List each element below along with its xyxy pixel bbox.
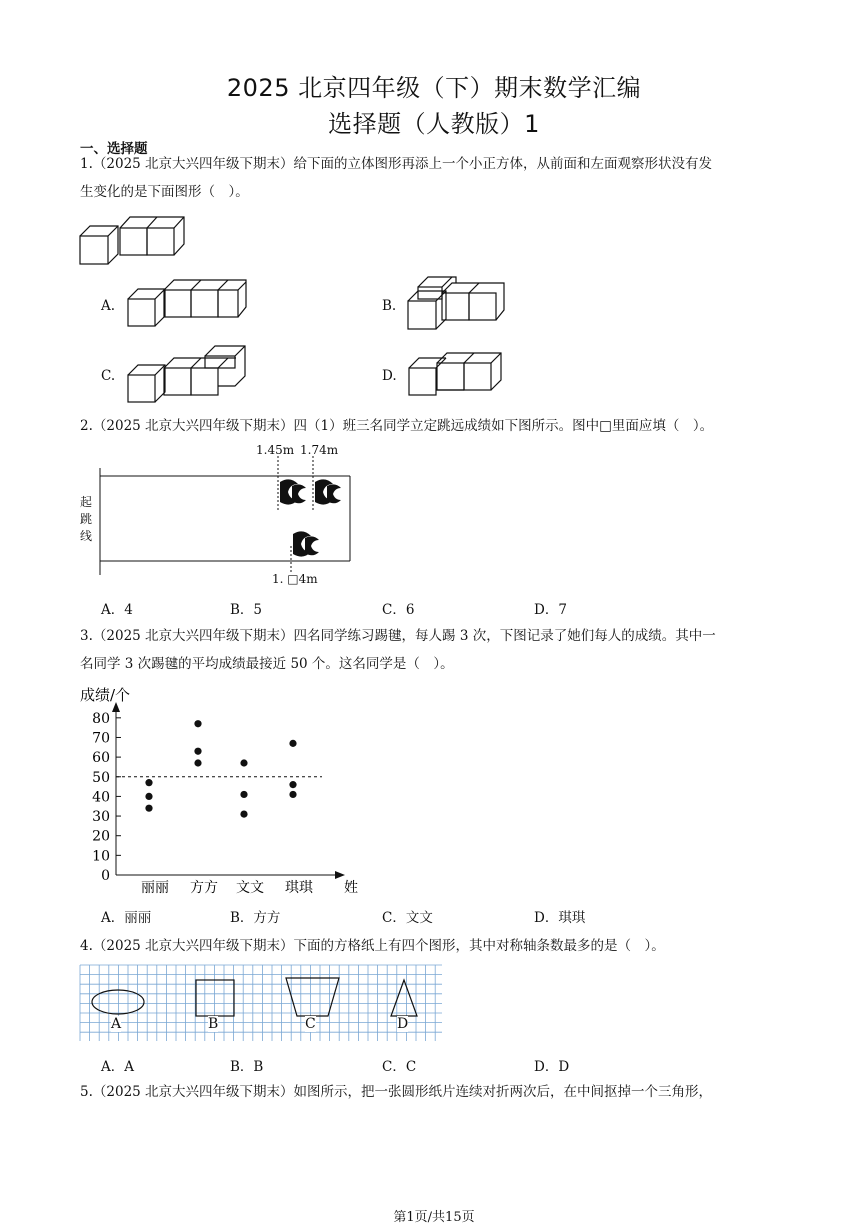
x-axis-label: 姓 bbox=[344, 880, 358, 896]
trapezoid-shape bbox=[286, 978, 339, 1016]
page-title: 2025 北京四年级（下）期末数学汇编 bbox=[226, 74, 642, 102]
y-axis-label: 成绩/个 bbox=[80, 686, 131, 704]
q3-option-c[interactable]: C．文文 bbox=[382, 910, 433, 926]
question-source: （2025 北京大兴四年级下期末） bbox=[92, 156, 294, 172]
q3-option-b[interactable]: B．方方 bbox=[230, 910, 281, 926]
question-number: 4. bbox=[80, 938, 93, 954]
y-tick-label: 10 bbox=[92, 848, 110, 865]
question-source: （2025 北京大兴四年级下期末） bbox=[92, 628, 294, 644]
label-1.74m: 1.74m bbox=[300, 443, 339, 457]
question-1-text: 1.（2025 北京大兴四年级下期末）给下面的立体图形再添上一个小正方体，从前面和左面观察形状没有发 生变化的是下面图形（ ）。 bbox=[80, 156, 713, 200]
y-tick-label: 30 bbox=[92, 809, 110, 826]
figure-label-c: C bbox=[305, 1016, 316, 1032]
category-label: 方方 bbox=[190, 880, 218, 896]
question-3-text: 3.（2025 北京大兴四年级下期末）四名同学练习踢毽，每人踢 3 次，下图记录了她们每人的成绩。其中一 名同学 3 次踢毽的平均成绩最接近 50 个。这名同学是（ ）。 bbox=[80, 628, 716, 672]
category-label: 文文 bbox=[236, 880, 264, 896]
question-5-text: 5.（2025 北京大兴四年级下期末）如图所示，把一张圆形纸片连续对折两次后，在中间抠掉一个三角形， bbox=[80, 1084, 713, 1100]
start-line-label: 起 跳 线 bbox=[80, 495, 93, 543]
label-1-box-4m: 1. □4m bbox=[272, 572, 318, 586]
q3-option-d[interactable]: D．琪琪 bbox=[534, 910, 586, 926]
y-tick-label: 80 bbox=[92, 710, 110, 727]
y-tick-label: 70 bbox=[92, 730, 110, 747]
question-number: 1. bbox=[80, 156, 93, 172]
question-number: 2. bbox=[80, 418, 93, 434]
question-number: 5. bbox=[80, 1084, 93, 1100]
question-source: （2025 北京大兴四年级下期末） bbox=[92, 938, 294, 954]
q1-option-c[interactable]: C. bbox=[101, 368, 116, 384]
triangle-shape bbox=[391, 980, 417, 1016]
y-tick-label: 60 bbox=[92, 750, 110, 767]
q1-option-b[interactable]: B. bbox=[382, 298, 397, 314]
q2-option-a[interactable]: A．4 bbox=[101, 602, 133, 618]
question-number: 3. bbox=[80, 628, 93, 644]
category-label: 琪琪 bbox=[285, 880, 313, 896]
q2-option-b[interactable]: B．5 bbox=[230, 602, 263, 618]
page-subtitle: 选择题（人教版）1 bbox=[328, 110, 540, 138]
square-shape bbox=[196, 980, 234, 1016]
q4-option-d[interactable]: D．D bbox=[534, 1059, 570, 1075]
figure-label-d: D bbox=[397, 1016, 409, 1032]
page-footer: 第1页/共15页 bbox=[393, 1210, 475, 1225]
q3-option-a[interactable]: A．丽丽 bbox=[101, 910, 152, 926]
y-tick-label: 20 bbox=[92, 828, 110, 845]
q1-option-d[interactable]: D. bbox=[382, 368, 397, 384]
figure-label-b: B bbox=[208, 1016, 219, 1032]
section-heading: 一、选择题 bbox=[80, 141, 148, 157]
label-1.45m: 1.45m bbox=[256, 443, 295, 457]
category-label: 丽丽 bbox=[141, 880, 169, 896]
question-2-text: 2.（2025 北京大兴四年级下期末）四（1）班三名同学立定跳远成绩如下图所示。图中□里面应填（ ）。 bbox=[80, 418, 714, 434]
q2-option-c[interactable]: C．6 bbox=[382, 602, 415, 618]
y-tick-label: 50 bbox=[92, 769, 110, 786]
y-tick-label: 40 bbox=[92, 789, 110, 806]
q4-option-a[interactable]: A．A bbox=[101, 1059, 134, 1075]
question-source: （2025 北京大兴四年级下期末） bbox=[92, 1084, 294, 1100]
question-4-text: 4.（2025 北京大兴四年级下期末）下面的方格纸上有四个图形，其中对称轴条数最多的是（ ）。 bbox=[80, 938, 665, 954]
y-tick-label: 0 bbox=[101, 868, 110, 884]
q4-option-c[interactable]: C．C bbox=[382, 1059, 417, 1075]
q2-option-d[interactable]: D．7 bbox=[534, 602, 567, 618]
question-source: （2025 北京大兴四年级下期末） bbox=[92, 418, 294, 434]
figure-label-a: A bbox=[111, 1016, 122, 1032]
q1-option-a[interactable]: A. bbox=[101, 298, 116, 314]
q4-option-b[interactable]: B．B bbox=[230, 1059, 264, 1075]
